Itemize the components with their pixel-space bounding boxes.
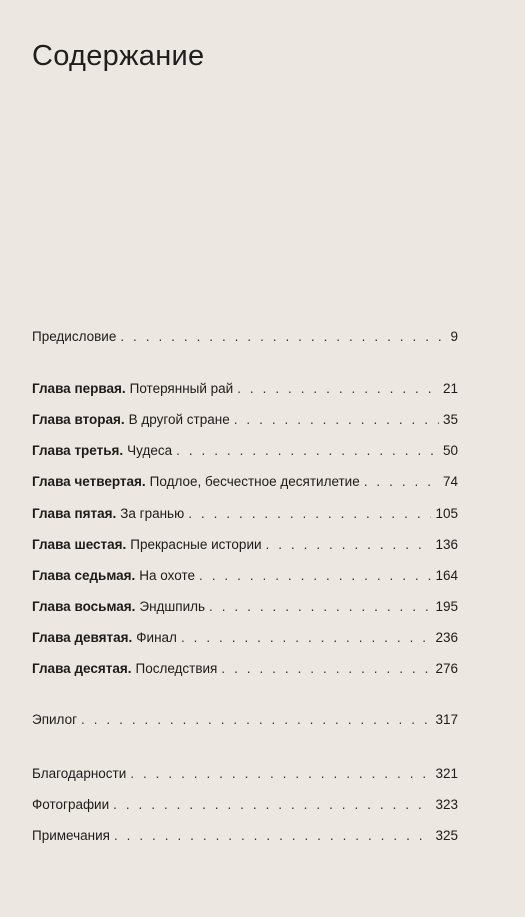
- chapter-number: Глава шестая.: [32, 537, 127, 552]
- entry-label: Финал: [136, 630, 177, 645]
- dot-leader: [266, 536, 432, 554]
- dot-leader: [81, 711, 431, 729]
- toc-entry-acknowledgements: [32, 765, 458, 783]
- page-number: 317: [435, 712, 458, 727]
- toc-entry-chapter-3: [32, 442, 458, 460]
- entry-label: Примечания: [32, 828, 110, 843]
- toc-entry-chapter-9: [32, 629, 458, 647]
- page-number: 136: [435, 537, 458, 552]
- page-number: 276: [435, 661, 458, 676]
- entry-label: Последствия: [135, 661, 218, 676]
- page-number: 21: [442, 381, 458, 396]
- entry-label: Благодарности: [32, 766, 127, 781]
- page-number: 164: [435, 568, 458, 583]
- entry-label: Подлое, бесчестное десятилетие: [149, 474, 360, 489]
- dot-leader: [234, 411, 439, 429]
- entry-label: Эпилог: [32, 712, 78, 727]
- entry-label: Прекрасные истории: [130, 537, 262, 552]
- entry-label: Фотографии: [32, 797, 110, 812]
- dot-leader: [113, 796, 431, 814]
- toc-entry-notes: [32, 827, 458, 845]
- toc-entry-chapter-8: [32, 598, 458, 616]
- dot-leader: [114, 827, 432, 845]
- toc-entry-chapter-5: [32, 505, 458, 523]
- chapter-number: Глава вторая.: [32, 412, 125, 427]
- chapter-number: Глава девятая.: [32, 630, 133, 645]
- page-title: Содержание: [32, 40, 205, 72]
- toc-entry-chapter-1: [32, 380, 458, 398]
- toc-entry-epilogue: [32, 711, 458, 729]
- dot-leader: [237, 380, 439, 398]
- page-number: 321: [435, 766, 458, 781]
- page-number: 74: [442, 474, 458, 489]
- chapter-number: Глава седьмая.: [32, 568, 136, 583]
- entry-label: Эндшпиль: [139, 599, 206, 614]
- toc-entry-photographs: [32, 796, 458, 814]
- dot-leader: [221, 660, 431, 678]
- chapter-number: Глава первая.: [32, 381, 126, 396]
- page-number: 35: [442, 412, 458, 427]
- page-number: 50: [442, 443, 458, 458]
- dot-leader: [188, 505, 431, 523]
- page-number: 9: [450, 329, 458, 344]
- toc-entry-preface: [32, 328, 458, 346]
- entry-label: Предисловие: [32, 329, 117, 344]
- toc-entry-chapter-10: [32, 660, 458, 678]
- entry-label: За гранью: [120, 506, 185, 521]
- page-number: 236: [435, 630, 458, 645]
- toc-entry-chapter-6: [32, 536, 458, 554]
- chapter-number: Глава третья.: [32, 443, 124, 458]
- dot-leader: [364, 473, 439, 491]
- page-number: 325: [435, 828, 458, 843]
- chapter-number: Глава восьмая.: [32, 599, 136, 614]
- dot-leader: [130, 765, 431, 783]
- entry-label: На охоте: [139, 568, 195, 583]
- entry-label: Чудеса: [127, 443, 173, 458]
- entry-label: В другой стране: [128, 412, 230, 427]
- toc-entry-chapter-7: [32, 567, 458, 585]
- page-number: 323: [435, 797, 458, 812]
- chapter-number: Глава пятая.: [32, 506, 117, 521]
- entry-label: Потерянный рай: [129, 381, 234, 396]
- page-number: 105: [435, 506, 458, 521]
- chapter-number: Глава четвертая.: [32, 474, 146, 489]
- dot-leader: [209, 598, 431, 616]
- dot-leader: [176, 442, 439, 460]
- toc-entry-chapter-2: [32, 411, 458, 429]
- dot-leader: [199, 567, 431, 585]
- toc-entry-chapter-4: [32, 473, 458, 491]
- dot-leader: [181, 629, 432, 647]
- chapter-number: Глава десятая.: [32, 661, 132, 676]
- dot-leader: [120, 328, 446, 346]
- page-number: 195: [435, 599, 458, 614]
